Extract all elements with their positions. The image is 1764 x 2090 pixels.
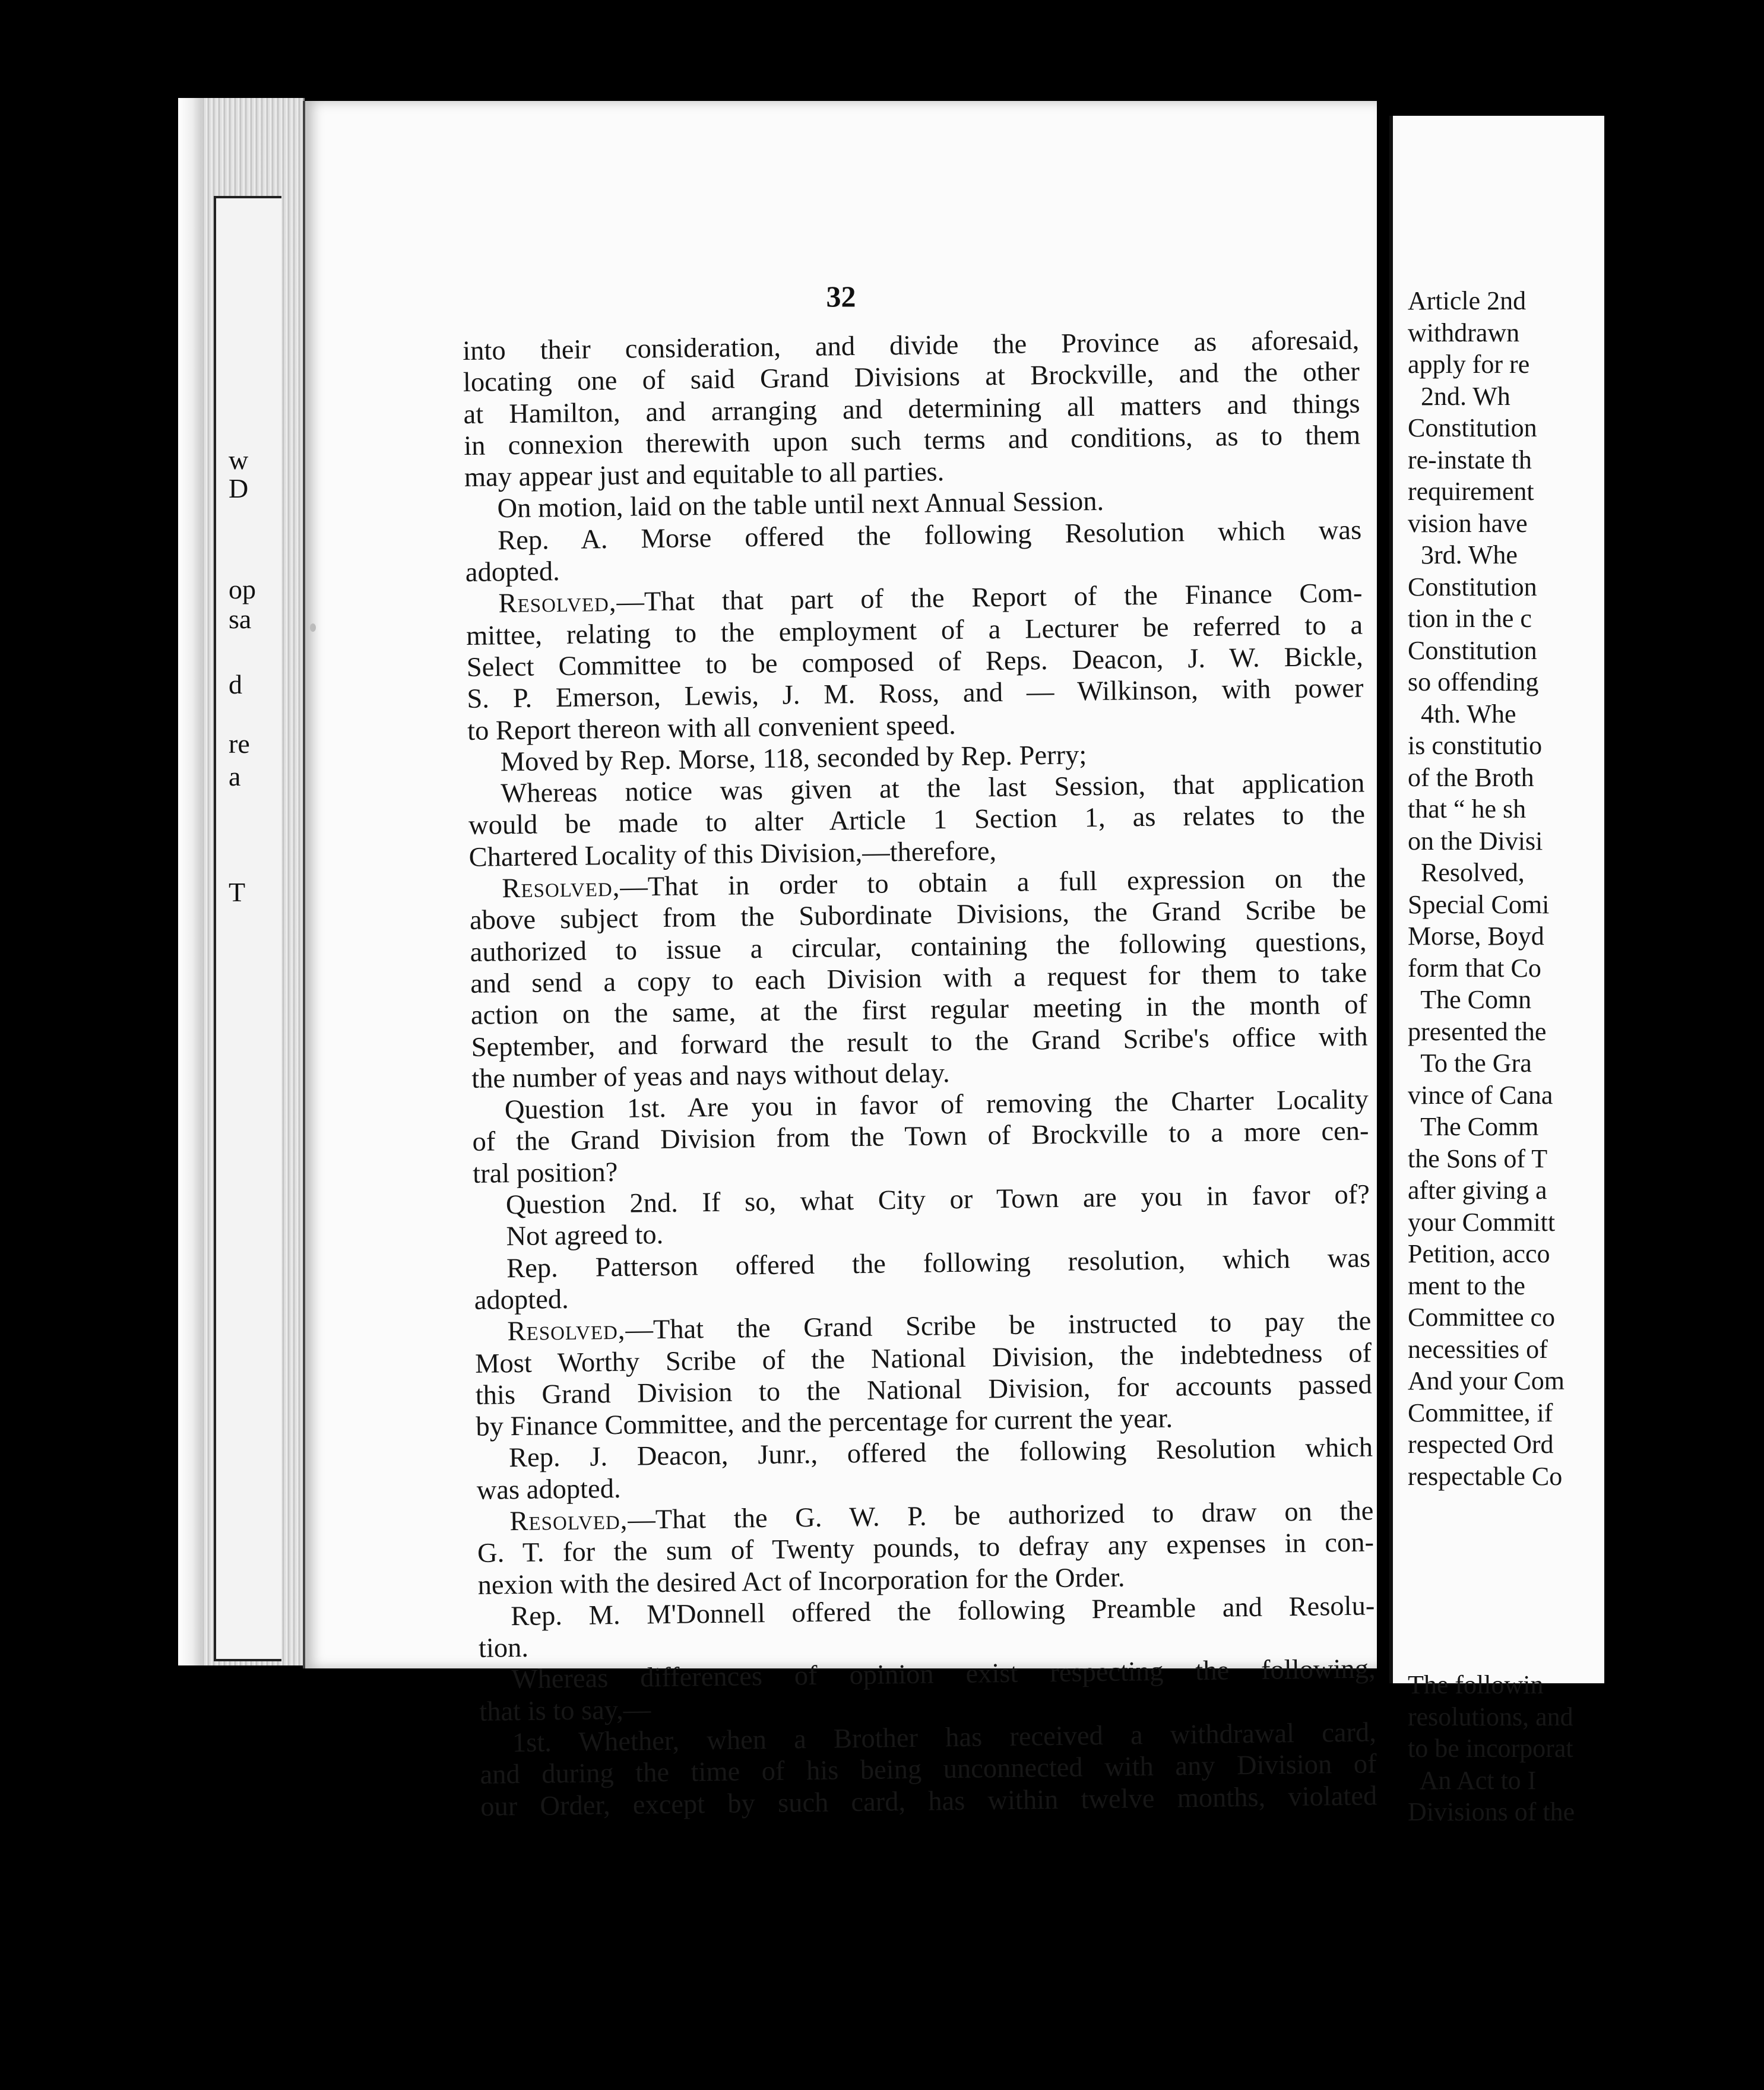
facing-text-line: respectable Co (1408, 1461, 1563, 1491)
facing-text-line: The followin (1408, 1670, 1544, 1699)
page-number: 32 (826, 280, 856, 313)
text-span: to Report thereon with all convenient speed. (467, 710, 956, 746)
facing-text-line: apply for re (1408, 350, 1530, 379)
facing-text-line: vision have (1408, 508, 1528, 538)
facing-text-line: 2nd. Wh (1408, 381, 1510, 411)
text-span: —That the Grand Scribe be instructed to pay the (625, 1306, 1372, 1345)
fragment-letter: T (229, 877, 246, 907)
text-span: September, and forward the result to the Grand Scribe's office with (471, 1021, 1368, 1063)
facing-text-line: the Sons of T (1408, 1144, 1548, 1173)
facing-text-line: To the Gra (1408, 1049, 1532, 1078)
page-body-text (463, 325, 1377, 1823)
facing-text-line: respected Ord (1408, 1430, 1554, 1459)
facing-text-line: ment to the (1408, 1271, 1525, 1300)
facing-text-line: An Act to I (1408, 1765, 1537, 1795)
facing-text-line: re-instate th (1408, 445, 1532, 474)
text-span: in connexion therewith upon such terms and conditions, as to them (463, 420, 1361, 461)
facing-text-line: Committee co (1408, 1303, 1556, 1332)
text-span: —That that part of the Report of the Finance Com- (616, 578, 1363, 618)
fragment-letter: d (229, 669, 242, 699)
text-span: into their consideration, and divide the Province as aforesaid, (463, 325, 1360, 366)
text-span: and send a copy to each Division with a request for them to take (470, 958, 1367, 999)
facing-text-line: tion in the c (1408, 604, 1532, 633)
facing-text-line: of the Broth (1408, 762, 1534, 792)
text-span: our Order, except by such card, has within twelve months, violated (480, 1781, 1377, 1822)
facing-text-line: vince of Cana (1408, 1080, 1553, 1110)
facing-page (1389, 116, 1604, 1826)
facing-text-line: presented the (1408, 1016, 1547, 1046)
facing-text-line: Resolved, (1408, 858, 1525, 887)
facing-text-line: is constitutio (1408, 731, 1543, 760)
text-span: Whereas differences of opinion exist respecting the following, (511, 1654, 1376, 1695)
text-span: adopted. (474, 1284, 569, 1316)
text-span: action on the same, at the first regular meeting in the month of (470, 989, 1368, 1031)
text-span: tion. (478, 1632, 529, 1664)
text-span: —That the G. W. P. be authorized to draw on the (628, 1496, 1374, 1535)
facing-text-line: Constitution (1408, 572, 1537, 601)
facing-text-line: Petition, acco (1408, 1239, 1550, 1268)
fragment-letter: a (229, 761, 241, 791)
scan-speck (310, 623, 316, 632)
text-span: On motion, laid on the table until next Annual Session. (497, 486, 1104, 524)
text-span: authorized to issue a circular, containing the following questions, (470, 926, 1367, 968)
facing-text-line: withdrawn (1408, 318, 1520, 347)
facing-section-gap (1408, 1492, 1764, 1669)
fragment-letter: sa (229, 604, 252, 634)
facing-text-line: The Comm (1408, 1112, 1539, 1141)
facing-text-line: to be incorporat (1408, 1734, 1573, 1763)
facing-text-line: Constitution (1408, 635, 1537, 665)
facing-text-line: And your Com (1408, 1366, 1565, 1395)
text-span: Question 2nd. If so, what City or Town are you in favor of? (505, 1179, 1370, 1221)
text-span: Rep. Patterson offered the following resolution, which was (506, 1243, 1371, 1284)
facing-text-line: Constitution (1408, 413, 1537, 442)
text-span: nexion with the desired Act of Incorporation for the Order. (477, 1562, 1125, 1601)
facing-text-line: your Committ (1408, 1207, 1556, 1237)
fragment-letter: re (229, 729, 250, 759)
facing-text-line: Article 2nd (1408, 286, 1527, 315)
facing-text-line: Divisions of the (1408, 1797, 1575, 1826)
facing-text-line: resolutions, and (1408, 1702, 1573, 1731)
facing-text-line: The Comn (1408, 985, 1532, 1014)
facing-text-line: 3rd. Whe (1408, 540, 1518, 569)
text-span: Chartered Locality of this Division,—therefore, (468, 835, 997, 873)
text-span: would be made to alter Article 1 Section 1, as relates to the (468, 799, 1366, 841)
text-span: by Finance Committee, and the percentage for current the year. (476, 1403, 1173, 1442)
resolved-label: Resolved, (498, 587, 617, 619)
text-span: Most Worthy Scribe of the National Division, the indebtedness of (474, 1337, 1372, 1379)
text-span: 1st. Whether, when a Brother has received a withdrawal card, (512, 1717, 1377, 1759)
facing-text-line: form that Co (1408, 953, 1541, 983)
text-span: Rep. A. Morse offered the following Resolution which was (497, 515, 1362, 556)
text-span: and during the time of his being unconnected with any Division of (480, 1749, 1377, 1791)
text-span: Select Committee to be composed of Reps. Deacon, J. W. Bickle, (466, 641, 1364, 683)
text-span: that is to say,— (479, 1695, 651, 1727)
facing-text-line: necessities of (1408, 1334, 1548, 1364)
facing-text-line: Morse, Boyd (1408, 922, 1544, 951)
text-span: —That in order to obtain a full expression on the (620, 863, 1366, 902)
resolved-label: Resolved, (509, 1505, 628, 1537)
fragment-letter: D (229, 473, 249, 504)
text-span: Whereas notice was given at the last Session, that application (501, 768, 1365, 809)
text-span: at Hamilton, and arranging and determining all matters and things (463, 388, 1360, 430)
text-span: the number of yeas and nays without delay. (471, 1057, 950, 1094)
facing-text-line: Committee, if (1408, 1398, 1553, 1427)
previous-page-flap (214, 196, 281, 1661)
fragment-letter: op (229, 574, 256, 604)
facing-text-line: that “ he sh (1408, 794, 1527, 824)
facing-text-line: on the Divisi (1408, 826, 1543, 856)
facing-page-text (1408, 285, 1764, 1828)
text-span: Moved by Rep. Morse, 118, seconded by Rep. Perry; (500, 740, 1087, 778)
text-span: was adopted. (476, 1473, 621, 1506)
facing-text-line: after giving a (1408, 1176, 1547, 1205)
text-span: of the Grand Division from the Town of Brockville to a more cen- (472, 1116, 1369, 1158)
text-span: Rep. M. M'Donnell offered the following Preamble and Resolu- (511, 1591, 1375, 1632)
text-span: locating one of said Grand Divisions at Brockville, and the other (463, 356, 1360, 398)
facing-text-line: so offending (1408, 667, 1539, 696)
fragment-letter: w (229, 445, 249, 475)
facing-text-line: Special Comi (1408, 889, 1550, 919)
text-span: above subject from the Subordinate Divisions, the Grand Scribe be (469, 894, 1367, 936)
facing-text-line: requirement (1408, 477, 1534, 506)
text-span: Rep. J. Deacon, Junr., offered the following Resolution which (508, 1432, 1373, 1474)
text-span: Not agreed to. (506, 1220, 664, 1252)
text-span: adopted. (465, 556, 560, 588)
text-span: this Grand Division to the National Division, for accounts passed (475, 1369, 1373, 1411)
text-span: G. T. for the sum of Twenty pounds, to defray any expenses in con- (477, 1527, 1375, 1569)
resolved-label: Resolved, (507, 1315, 626, 1347)
main-page (303, 101, 1377, 1822)
text-span: may appear just and equitable to all parties. (464, 457, 945, 493)
text-span: Question 1st. Are you in favor of removing the Charter Locality (504, 1084, 1369, 1126)
text-span: mittee, relating to the employment of a Lecturer be referred to a (465, 610, 1363, 651)
text-span: S. P. Emerson, Lewis, J. M. Ross, and — Wilkinson, with power (467, 673, 1364, 715)
text-span: tral position? (472, 1157, 618, 1189)
resolved-label: Resolved, (502, 872, 620, 904)
facing-text-line: 4th. Whe (1408, 699, 1516, 729)
